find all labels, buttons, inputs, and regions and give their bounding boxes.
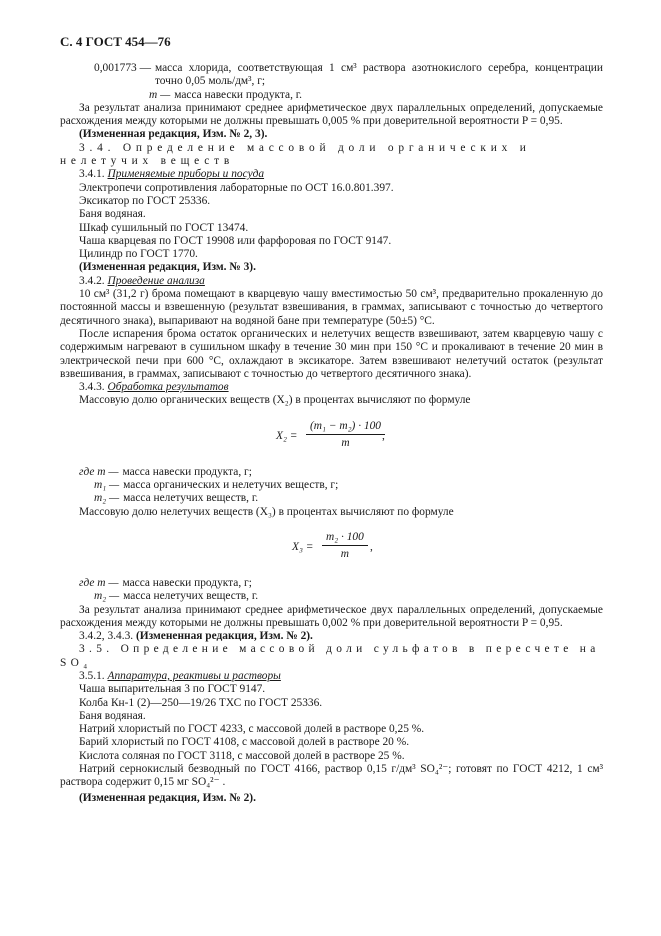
edit-note: (Измененная редакция, Изм. № 2). xyxy=(79,791,256,804)
edit-note: (Измененная редакция, Изм. № 2). xyxy=(135,630,313,643)
formula-tail: , xyxy=(370,540,373,553)
where-row xyxy=(60,577,603,590)
equipment-item: Чаша кварцевая по ГОСТ 19908 или фарфоровая по ГОСТ 9147. xyxy=(79,234,392,247)
subsection-title: Обработка результатов xyxy=(107,381,229,394)
edit-ref: 3.4.2, 3.4.3. xyxy=(79,630,134,643)
page-header: С. 4 ГОСТ 454—76 xyxy=(60,34,171,49)
sulfate-paragraph: Натрий сернокислый безводный по ГОСТ 4166, раствор 0,15 г/дм³ SO₄²⁻; готовят по ГОСТ 4212, 1 см³ раствора содержит 0,15 мг SO₄²⁻ . xyxy=(60,763,603,789)
subsection-heading xyxy=(60,670,603,683)
formula-lhs: X₂ = xyxy=(276,429,298,442)
equipment-list xyxy=(60,182,603,262)
subsection-title: Аппаратура, реактивы и растворы xyxy=(107,669,281,682)
where-row xyxy=(60,590,603,603)
analysis-paragraph: 10 см³ (31,2 г) брома помещают в кварцевую чашу вместимостью 50 см³, предварительно прокаленную до постоянной массы и взвешенную (результат взвешивания, в граммах, записывают с точностью до четвертого десятичного знака), выпаривают на водяной бане при температуре (50±5) °С. xyxy=(60,288,603,327)
equipment-item: Электропечи сопротивления лабораторные по ОСТ 16.0.801.397. xyxy=(79,181,394,194)
subsection-title: Применяемые приборы и посуда xyxy=(107,168,265,181)
equipment-item: Шкаф сушильный по ГОСТ 13474. xyxy=(79,221,249,234)
reagent-list xyxy=(60,683,603,763)
formula-denominator: m xyxy=(341,437,350,450)
reagent-item: Натрий хлористый по ГОСТ 4233, с массовой долей в растворе 0,25 %. xyxy=(79,723,425,736)
where-row xyxy=(60,466,603,479)
where-symbol: m₂ — xyxy=(94,590,120,603)
formula-where-list xyxy=(60,466,603,506)
where-chloride xyxy=(60,62,603,89)
subsection-number: 3.4.1. xyxy=(79,168,105,181)
section-heading: 3.5. Определение массовой доли сульфатов в пересчете на SO₄ xyxy=(60,643,600,669)
result-paragraph: За результат анализа принимают среднее арифметическое двух параллельных определений, допускаемые расхождения между которыми не должны превышать 0,005 % при доверительной вероятности P = 0,95. xyxy=(60,101,603,128)
reagent-item: Колба Кн-1 (2)—250—19/26 ТХС по ГОСТ 25336. xyxy=(79,696,323,709)
where-symbol: m — xyxy=(149,88,171,101)
formula-numerator: (m₁ − m₂) · 100 xyxy=(306,420,385,435)
subsection-number: 3.4.3. xyxy=(79,381,105,394)
formula-tail: , xyxy=(382,429,385,442)
where-row xyxy=(60,479,603,492)
formula-numerator: m₂ · 100 xyxy=(322,531,368,546)
where-text: масса нелетучих веществ, г. xyxy=(123,590,259,603)
where-text: масса навески продукта, г. xyxy=(174,88,303,101)
formula-denominator: m xyxy=(340,548,350,561)
where-mass xyxy=(60,89,603,102)
where-symbol: где m — xyxy=(79,576,119,589)
where-text: масса навески продукта, г; xyxy=(122,576,252,589)
where-symbol: где m — xyxy=(79,465,119,478)
formula-where-list xyxy=(60,577,603,604)
formula-fraction xyxy=(306,420,385,451)
reagent-item: Кислота соляная по ГОСТ 3118, с массовой долей в растворе 25 %. xyxy=(79,749,405,762)
edit-note: (Измененная редакция, Изм. № 2, 3). xyxy=(79,128,268,141)
formula-intro: Массовую долю органических веществ (X₂) в процентах вычисляют по формуле xyxy=(79,394,471,407)
equipment-item: Цилиндр по ГОСТ 1770. xyxy=(79,248,198,261)
subsection-number: 3.5.1. xyxy=(79,669,105,682)
equipment-item: Эксикатор по ГОСТ 25336. xyxy=(79,194,211,207)
reagent-item: Чаша выпарительная 3 по ГОСТ 9147. xyxy=(79,683,266,696)
subsection-heading xyxy=(60,381,603,394)
subsection-heading xyxy=(60,168,603,181)
subsection-heading xyxy=(60,275,603,288)
result-paragraph: За результат анализа принимают среднее арифметическое двух параллельных определений, допускаемые расхождения между которыми не должны превышать 0,002 % при доверительной вероятности P = 0,95. xyxy=(60,603,603,629)
reagent-item: Баня водяная. xyxy=(79,709,146,722)
where-symbol: 0,001773 — xyxy=(94,62,151,74)
equipment-item: Баня водяная. xyxy=(79,208,146,221)
edit-note: (Измененная редакция, Изм. № 3). xyxy=(79,261,256,274)
where-symbol: m₂ — xyxy=(94,492,120,505)
formula-intro: Массовую долю нелетучих веществ (X₃) в процентах вычисляют по формуле xyxy=(79,505,454,518)
where-symbol: m₁ — xyxy=(94,479,120,492)
section-heading: 3.4. Определение массовой доли органических и нелетучих веществ xyxy=(60,141,531,168)
formula-lhs: X₃ = xyxy=(292,540,314,553)
formula-x3 xyxy=(60,525,603,571)
analysis-paragraph: После испарения брома остаток органических и нелетучих веществ взвешивают, затем кварцевую чашу с содержимым нагревают в сушильном шкафу в течение 30 мин при 150 °С и прокаливают в течение 20 мин в электрической печи при 600 °С, охлаждают в эксикаторе. Затем взвешивают нелетучий остаток (результат взвешивания, в граммах, записывают с точностью до четвертого десятичного знака). xyxy=(60,327,603,380)
where-text: масса органических и нелетучих веществ, г; xyxy=(123,479,339,492)
where-text: масса навески продукта, г; xyxy=(122,465,252,478)
formula-x2 xyxy=(60,414,603,464)
edit-note-line xyxy=(60,630,603,643)
where-row xyxy=(60,492,603,505)
subsection-title: Проведение анализа xyxy=(107,274,205,287)
where-text: масса хлорида, соответствующая 1 см³ раствора азотнокислого серебра, концентрации точно 0,05 моль/дм³, г; xyxy=(154,62,603,88)
subsection-number: 3.4.2. xyxy=(79,274,105,287)
reagent-item: Барий хлористый по ГОСТ 4108, с массовой долей в растворе 20 %. xyxy=(79,736,410,749)
where-text: масса нелетучих веществ, г. xyxy=(123,492,259,505)
formula-fraction xyxy=(322,531,368,562)
